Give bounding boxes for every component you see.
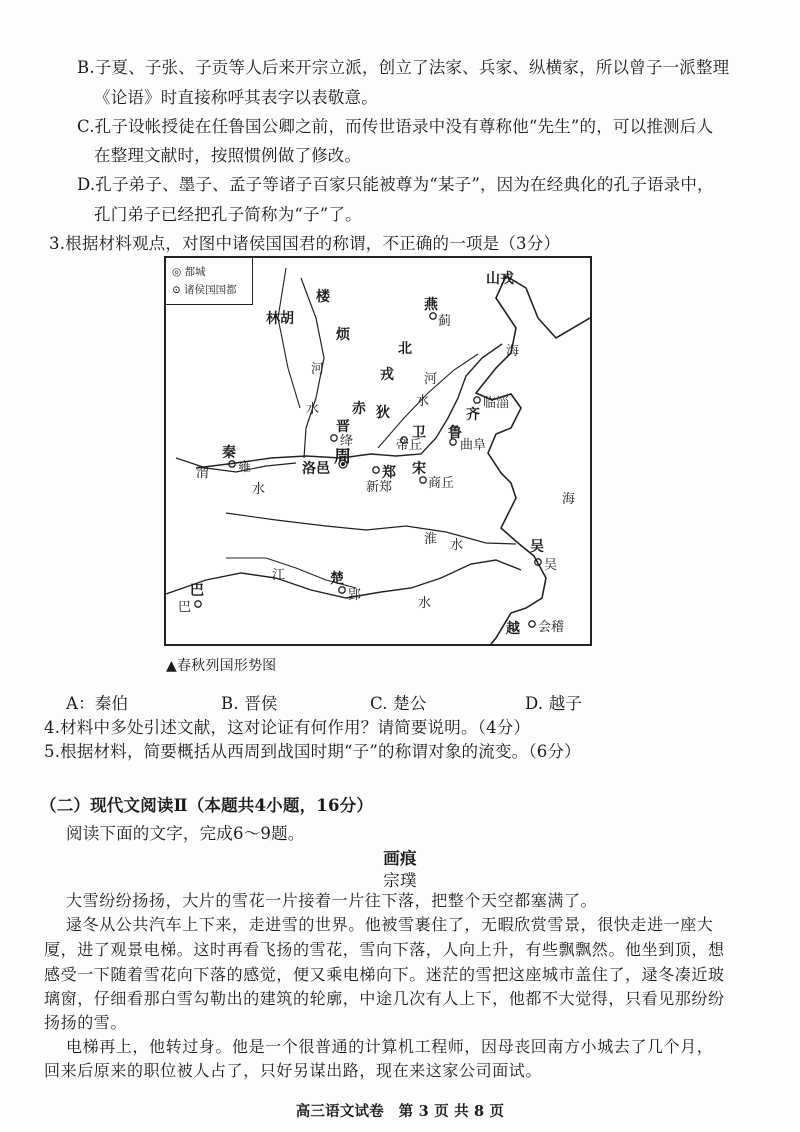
label-linhu: 林胡 (266, 311, 294, 327)
question-5: 5.根据材料，简要概括从西周到战国时期“子”的称谓对象的流变。（6分） (44, 742, 581, 761)
passage-line-1: 大雪纷纷扬扬，大片的雪花一片接着一片往下落，把整个天空都塞满了。 (66, 891, 598, 910)
option-d-line2: 孔门弟子已经把孔子简称为“子”了。 (94, 205, 362, 224)
passage-line-7: 电梯再上，他转过身。他是一个很普通的计算机工程师，因母丧回南方小城去了几个月， (66, 1037, 714, 1056)
label-linzi: 临淄 (483, 396, 510, 411)
passage-line-2: 逯冬从公共汽车上下来，走进雪的世界。他被雪裹住了，无暇欣赏雪景，很快走进一座大 (66, 915, 714, 934)
city-marker-ba (195, 601, 201, 607)
option-c-line1: C.孔子设帐授徒在任鲁国公卿之前，而传世语录中没有尊称他“先生”的，可以推测后人 (77, 117, 714, 136)
section-instruction: 阅读下面的文字，完成6～9题。 (66, 824, 305, 843)
option-c: C. 楚公 (370, 694, 427, 713)
map-caption: ▲春秋列国形势图 (166, 658, 277, 674)
label-di: 狄 (376, 405, 390, 421)
legend-state-capital: ⊙ 诸侯国国都 (172, 284, 237, 296)
label-kuaiji: 会稽 (538, 620, 565, 635)
label-diqiu: 帝丘 (396, 438, 423, 453)
label-shanrong: 山戎 (486, 271, 514, 287)
passage-author: 宗璞 (383, 871, 417, 890)
label-shui-5: 水 (418, 596, 432, 611)
section-heading: （二）现代文阅读Ⅱ（本题共4小题，16分） (40, 796, 374, 815)
passage-line-6: 扬扬的雪。 (44, 1013, 128, 1032)
label-rong: 戎 (380, 367, 394, 383)
option-d-line1: D.孔子弟子、墨子、孟子等诸子百家只能被尊为“某子”，因为在经典化的孔子语录中， (77, 175, 714, 194)
option-b-line1: B.子夏、子张、子贡等人后来开宗立派，创立了法家、兵家、纵横家，所以曾子一派整理 (77, 58, 730, 77)
label-hai-2: 海 (562, 492, 576, 507)
legend-capital: ◎ 都城 (172, 266, 206, 278)
label-huai: 淮 (424, 532, 438, 547)
spring-autumn-map (164, 256, 592, 646)
option-b-line2: 《论语》时直接称呼其表字以表敬意。 (94, 88, 378, 107)
option-c-line2: 在整理文献时，按照惯例做了修改。 (94, 146, 362, 165)
label-qufu: 曲阜 (460, 438, 487, 453)
label-zhou: 周 (334, 447, 351, 467)
label-wu: 吴 (530, 539, 544, 555)
label-fan: 烦 (336, 327, 350, 343)
question-4: 4.材料中多处引述文献，这对论证有何作用？请简要说明。（4分） (44, 718, 531, 737)
label-lu: 鲁 (448, 425, 462, 441)
city-marker-kuaiji (529, 621, 535, 627)
label-qi: 齐 (466, 407, 480, 423)
label-wu-city: 吴 (544, 558, 558, 573)
label-he-2: 河 (424, 372, 438, 387)
label-lou: 楼 (316, 289, 330, 305)
label-yong: 雍 (238, 460, 252, 475)
question-3-stem: 3.根据材料观点，对图中诸侯国国君的称谓，不正确的一项是（3分） (49, 234, 561, 253)
label-chu: 楚 (330, 571, 344, 587)
city-marker-linzi (474, 397, 480, 403)
label-hai-1: 海 (506, 344, 520, 359)
city-marker-xinzheng (373, 467, 379, 473)
passage-line-8: 回来后原来的职位被人占了，只好另谋出路，现在来这家公司面试。 (44, 1061, 543, 1080)
label-shangqiu: 商丘 (428, 476, 455, 491)
label-ying: 郢 (348, 588, 362, 603)
label-jin: 晋 (336, 419, 350, 435)
label-he: 河 (311, 362, 325, 377)
label-yue: 越 (506, 621, 520, 637)
label-chi: 赤 (352, 401, 366, 417)
label-wei-river: 渭 (196, 466, 210, 481)
label-song: 宋 (412, 461, 426, 477)
label-zheng: 郑 (382, 465, 396, 481)
wei-river (176, 458, 296, 472)
label-shui: 水 (306, 402, 320, 417)
option-b: B. 晋侯 (221, 694, 278, 713)
label-yan: 燕 (424, 297, 438, 313)
option-a: A：秦伯 (66, 694, 129, 713)
label-jiang: 绛 (340, 434, 354, 449)
passage-line-4: 感受一下随着雪花向下落的感觉，便又乘电梯向下。迷茫的雪把这座城市盖住了，逯冬凑近玻 (44, 965, 725, 984)
label-shui-3: 水 (252, 482, 266, 497)
jiluo-river (278, 268, 300, 408)
label-ji: 蓟 (438, 314, 452, 329)
label-luoyi: 洛邑 (302, 461, 330, 477)
passage-title: 画痕 (383, 849, 417, 868)
label-shui-4: 水 (450, 538, 464, 553)
page-footer: 高三语文试卷 第 3 页 共 8 页 (295, 1103, 505, 1120)
label-qin: 秦 (222, 445, 236, 461)
label-shui-2: 水 (416, 394, 430, 409)
label-ba-city: 巴 (178, 600, 192, 615)
huai-river (226, 513, 516, 544)
label-xinzheng: 新郑 (366, 480, 393, 495)
passage-line-5: 璃窗，仔细看那白雪勾勒出的建筑的轮廓，中途几次有人上下，他都不大觉得，只看见那纷纷 (44, 989, 725, 1008)
label-wei: 卫 (412, 425, 426, 441)
option-d: D. 越子 (525, 694, 583, 713)
passage-line-3: 厦，进了观景电梯。这时再看飞扬的雪花，雪向下落，人向上升，有些飘飘然。他坐到顶，想 (44, 940, 725, 959)
label-ba: 巴 (190, 583, 204, 599)
coastline (476, 276, 590, 644)
map-legend (166, 258, 253, 305)
label-bei: 北 (398, 341, 412, 357)
label-jiang-river: 江 (272, 568, 286, 583)
